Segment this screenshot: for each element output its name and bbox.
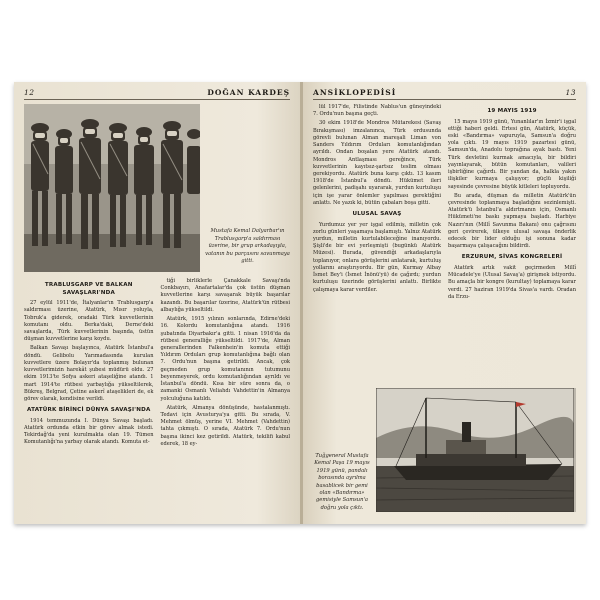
section-trablusgarp-heading: TRABLUSGARP VE BALKAN SAVAŞLARI'NDA: [44, 282, 133, 296]
right-running-head: [313, 88, 576, 100]
left-column-2: [161, 278, 291, 450]
paragraph: Atatürk, Almanya dönüşünde, hastalanmıştı. Tedavi için Avusturya'ya gitti. Bu sırada, V. Mehmet ölmüş, yerine VI. Mehmet (Vahdettin) tahta çıkmıştı. O sırada, Atatürk 7. Ordu'nun başına ikinci kez getirildi. Atatürk, tekilifi kabul ederek, 18 ey-: [160, 404, 290, 447]
paragraph: 15 mayıs 1919 günü, Yunanlılar'ın İzmir'i işgal ettiği haberi geldi. Ertesi gün, Atatürk, küçük, eski «Bandırma» vapuruyla, Samsun'a doğru yola çıktı. 19 mayıs 1919 pazartesi günü, Samsun'da, Anadolu toprağına ayak bastı. Yeni Türk devletini kurmak amacıyla, bir bildiri yayınlayarak, bütün komutanları, valileri işbirliğine çağırdı. Bir yandan da, halkla yakın ilişkiler kurmaya çalışıyor; güçlü kişiliği sayesinde çevresine büyük kitleleri topluyordu.: [448, 118, 576, 190]
paragraph: 27 eylül 1911'de, İtalyanlar'ın Trablusgarp'a saldırması üzerine, Atatürk, Mısır yoluyla, Tobruk'a giderek, oradaki Türk kuvvetlerinin komutanı oldu. Berka'daki, Derne'deki savaşlarda, Türk kuvvetlerinin başında, üstün düşman kuvvetlerine karşı koydu.: [24, 300, 154, 343]
left-brand: DOĞAN KARDEŞ: [207, 88, 290, 97]
bandirma-ship-illustration: [376, 388, 576, 512]
photo-caption: Mustafa Kemal Dalyarbar'ın Trablusgarp'a saldırması üzerine, bir grup arkadaşıyla, vatanın bu parçasını savunmaya gitti.: [205, 228, 290, 265]
section-ulusal-savas-heading: ULUSAL SAVAŞ: [352, 211, 402, 218]
paragraph: Atatürk, 1915 yılının sonlarında, Edirne'deki 16. Kolordu komutanlığına atandı. 1916 şubatında Diyarbakır'a gitti. 1 nisan 1916'da da rütbesi generalliğe yükseltildi. 1917'de, Alman generallerinden Falkenhein'in komuta ettiği Yıldırım Orduları grup komutanlığına bağlı olan 7. Ordu'nun başına getirildi. Ancak, çok geçmeden grup komutanının tutumunu beyenmeyerek, ordu komutanlığından ayrıldı ve İstanbul'a döndü. Kısa bir süre sonra da, o zamanki Osmanlı Veliahdı Vahdettin'in Almanya yolculuğuna katıldı.: [160, 316, 290, 402]
left-page: [14, 82, 300, 524]
paragraph: tiği birliklerle Çanakkale Savaşı'nda Conkbayırı, Anafartalar'da çok üstün düşman kuvvetlerine karşı savaşarak büyük başarılar kazandı. Bu başarılar üzerine, Atatürk'ün rütbesi albaylığa yükseltildi.: [160, 278, 290, 313]
left-column-1: [24, 278, 154, 450]
right-brand: ANSİKLOPEDİSİ: [313, 88, 397, 97]
ship-caption: Tuğgeneral Mustafa Kemal Paşa 19 mayıs 1919 günü, pandalı borasında ayrılma basablicek bir gemi olan «Bandırma» gemisiyle Samsun'a doğru yola çıktı.: [314, 453, 370, 511]
section-erzurum-sivas-heading: ERZURUM, SİVAS KONGRELERİ: [461, 254, 563, 261]
paragraph: Bu arada, düşman da milletin Atatürk'ün çevresinde toplanmaya başladığını sezinlemişti. Atatürk'ü İstanbul'a aldırtmanın için, Osmanlı Hükümeti'ne baskı yapmaya başladı. Harbiye Nazırı'nın (Millî Savunma Bakanı) onu çağrısını geri çevirerek, ülkeye ulusal savaşa önderlik edecek bir lider olduğu işi sonuna kadar başarmaya çalışacağını bildirdi.: [448, 192, 576, 250]
paragraph: lül 1917'de, Filistinde Nablus'un güneyindeki 7. Ordu'nun başına geçti.: [313, 104, 441, 118]
paragraph: 1914 temmuzunda I. Dünya Savaşı başladı. Atatürk ordunda etkin bir görev almak istedi. Tekirdağ'da yeni kurulmakta olan 19. Tümen Komutanlığı'na yarbay olarak atandı. Komuta et-: [24, 417, 154, 446]
right-column-2: [448, 104, 576, 384]
ship-block: [313, 388, 576, 512]
photo-row: [24, 104, 290, 272]
paragraph: Atatürk artık vakit geçirmeden Millî Mücadele'ye (Ulusal Savaş'a) girişmek istiyordu. Bu amaçla bir kongre (kurultay) toplamaya karar verdi. 27 haziran 1919'da Sivas'a vardı. Oradan da Erzu-: [448, 265, 576, 300]
left-running-head: [24, 88, 290, 100]
right-page: [303, 82, 586, 524]
left-page-number: 12: [24, 88, 35, 97]
paragraph: Yurdumuz yer yer işgal edilmiş, milletin çok zorlu günleri yaşamaya başlamıştı. Yalnız Atatürk yurdun, milletin kurtulabileceğine inanıyordu. Şişli'de bir evi yerleşmişti (bugünkü Atatürk Müzesi). Burada, güvendiği arkadaşlarıyla toplanıyor, onlara görüşlerini anlatarak, kurtuluş yollarını araştırıyordu. Bir gün, Kurmay Albay İsmet Bey'i (İsmet İnönü'yü) de çağırdı; yurdun kurtuluşu üzerinde görüşlerini anlattı. Birlikte çalışmaya karar verdiler.: [313, 221, 441, 293]
section-dunya-savasi-heading: ATATÜRK BİRİNCİ DÜNYA SAVAŞI'NDA: [27, 407, 151, 414]
open-booklet: [14, 82, 586, 524]
ship-drawing: [376, 388, 574, 512]
soldiers-photo: [24, 104, 200, 272]
paragraph: 30 ekim 1918'de Mondros Mütarekesi (Savaş Bırakışması) imzalanınca, Türk ordusunda görevli bulunan Alman mareşali Liman von Sanders Yıldırım Orduları komutanlığından ayrıldı. Ondan boşalan yere Atatürk atandı. Mondros Antlaşması gereğince, Türk kuvvetlerinin kayıtsız-şartsız teslim olması gerekiyordu. Atatürk buna karşı çıktı. 13 kasım 1918'de İstanbul'a döndü. Hükümet ileri gelenlerini, padişahı uyararak, yurdun kurtuluşu için işe yarar önlemler yapılması gerektiğini anlattı. Ne yazık ki, bütün çabaları boşa gitti.: [313, 120, 441, 206]
right-page-number: 13: [565, 88, 576, 97]
paragraph: Balkan Savaşı başlayınca, Atatürk İstanbul'a döndü. Gelibolu Yarımadasında kurulan kuvvetlere üzere Bolayır'da toplanmış bulunan kuvvetlerimizin harekât şubesi müdürü oldu. 27 ekim 1913'te Sofya askeri ataşeliğine atandı. 1 mart 1914'te rütbesi yarbaylığa yükseltilerek, Bükreş, Belgrad, Çetine askerî ataşelikleri de, ek görev olarak, kendisine verildi.: [24, 345, 154, 402]
soldiers-photo-illustration: [24, 104, 200, 272]
right-columns: [313, 104, 576, 384]
left-columns: [24, 278, 290, 450]
right-column-1: [313, 104, 441, 384]
section-19-mayis-heading: 19 MAYIS 1919: [487, 108, 537, 114]
